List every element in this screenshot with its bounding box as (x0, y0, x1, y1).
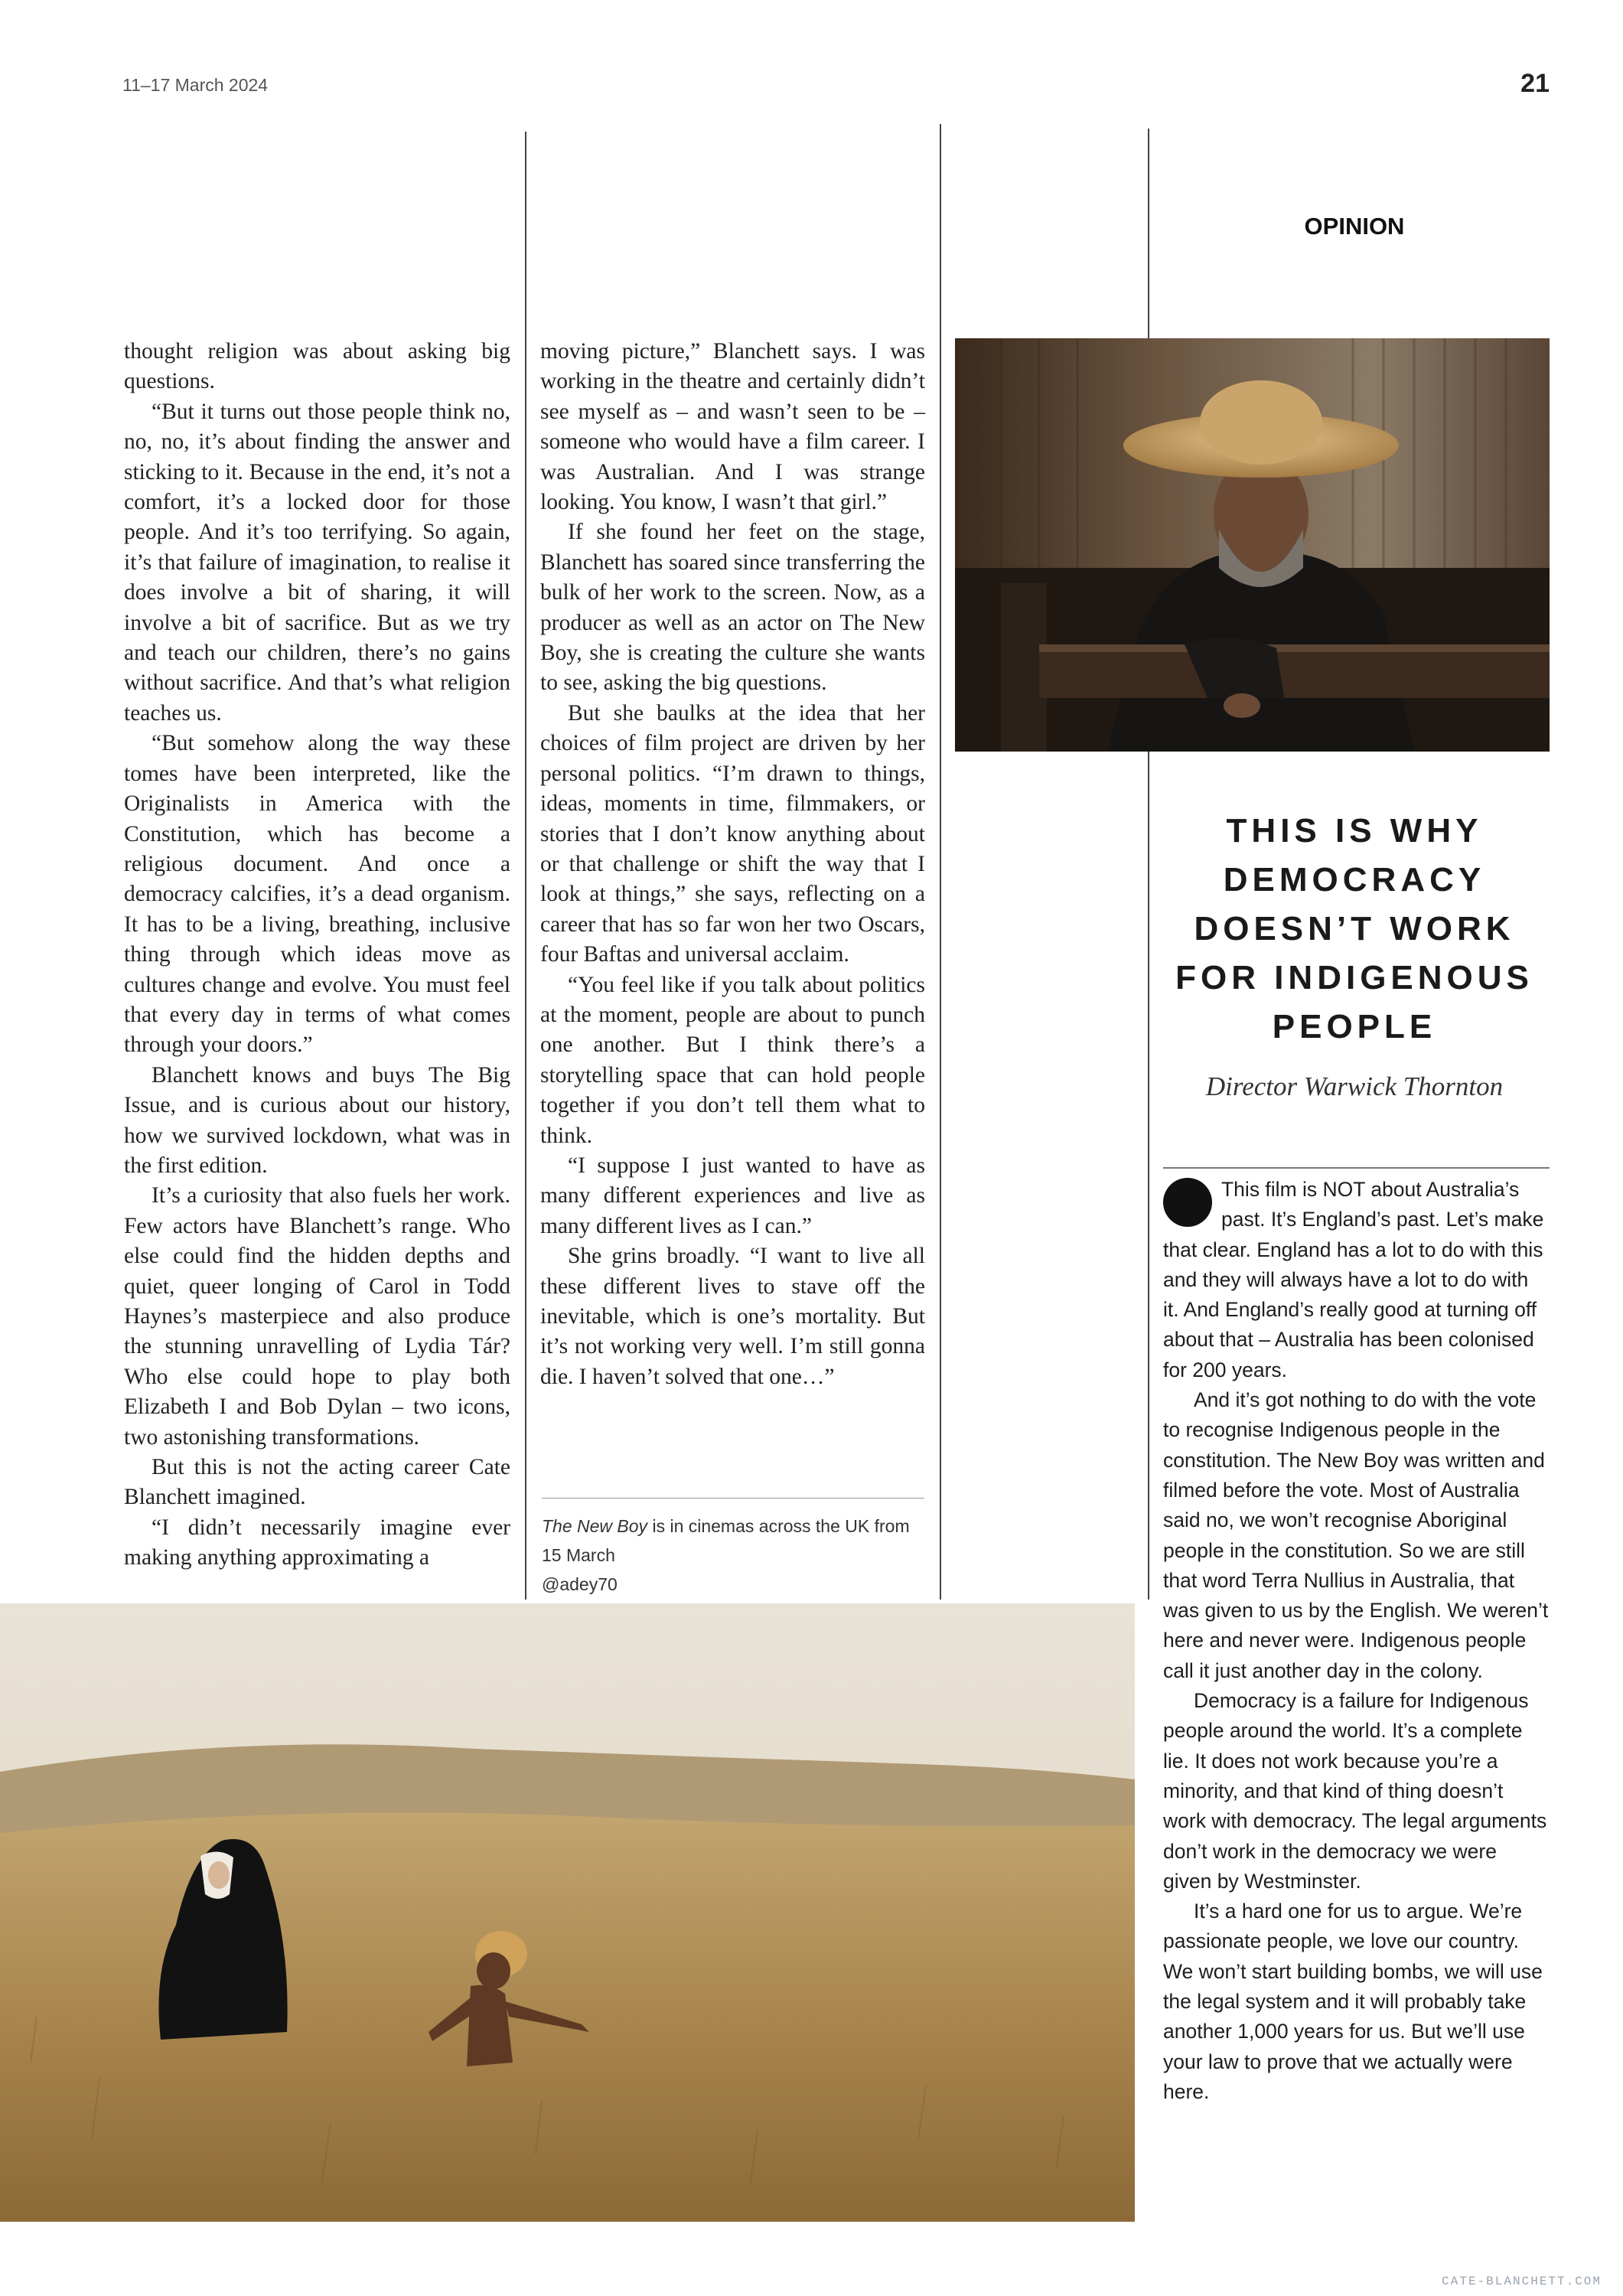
paragraph: And it’s got nothing to do with the vote to recognise Indigenous people in the constitution. The New Boy was written and filmed before the vote. Most of Australia said no, we won’t recognise Aboriginal people in the constitution. So we are still that word Terra Nullius in Australia, that was given to us by the English. We weren’t here and never were. Indigenous people call it just another day in the colony. (1163, 1388, 1549, 1682)
opinion-body (1163, 1175, 1550, 2107)
paragraph: She grins broadly. “I want to live all these different lives to stave off the inevitable, which is one’s mortality. But it’s not working very well. I’m still gonna die. I haven’t solved that one…” (540, 1244, 925, 1389)
watermark: CATE-BLANCHETT.COM (1442, 2275, 1602, 2288)
paragraph (1163, 1175, 1550, 1385)
section-label: OPINION (1304, 213, 1405, 240)
paragraph: It’s a curiosity that also fuels her work. Few actors have Blanchett’s range. Who else could find the hidden depths and quiet, queer longing of Carol in Todd Haynes’s masterpiece and also produce the stunning unravelling of Lydia Tár? Who else could hope to play both Elizabeth I and Bob Dylan – two icons, two astonishing transformations. (124, 1183, 510, 1450)
field-photo (0, 1603, 1135, 2222)
article-column-1 (124, 337, 510, 1574)
paragraph: thought religion was about asking big questions. (124, 339, 510, 394)
author-handle: @adey70 (542, 1574, 618, 1594)
drop-dot-icon (1163, 1178, 1212, 1227)
film-still-image (0, 1603, 1135, 2222)
paragraph: But she baulks at the idea that her choices of film project are driven by her personal politics. “I’m drawn to things, ideas, moments in time, filmmakers, or stories that I don’t know anything about or that challenge or shift the way that I look at things,” she says, reflecting on a career that has so far won her two Oscars, four Baftas and universal acclaim. (540, 700, 925, 967)
sidebar-byline: Director Warwick Thornton (1205, 1071, 1504, 1101)
portrait-photo (955, 338, 1550, 752)
article-column-2 (540, 337, 925, 1392)
caption-rule (542, 1498, 924, 1499)
paragraph: moving picture,” Blanchett says. I was working in the theatre and certainly didn’t see myself as – and wasn’t seen to be – someone who would have a film career. I was Australian. And I was strange looking. You know, I wasn’t that girl.” (540, 339, 925, 515)
paragraph: “But it turns out those people think no, no, no, it’s about finding the answer and sticking to it. Because in the end, it’s not a comfort, it’s a locked door for those people. And it’s too terrifying. So again, it’s that failure of imagination, to realise it does involve a bit of sharing, it will involve a bit of sacrifice. But as we try and teach our children, there’s no gains without sacrifice. And that’s what religion teaches us. (124, 399, 510, 726)
caption-text: is in cinemas across the UK from 15 March (542, 1516, 910, 1565)
paragraph: Democracy is a failure for Indigenous people around the world. It’s a complete lie. It does not work because you’re a minority, and that kind of thing doesn’t work with democracy. The legal arguments don’t work in the democracy we were given by Westminster. (1163, 1689, 1547, 1893)
paragraph: But this is not the acting career Cate Blanchett imagined. (124, 1455, 510, 1510)
paragraph: Blanchett knows and buys The Big Issue, and is curious about our history, how we survived lockdown, what was in the first edition. (124, 1062, 510, 1178)
issue-date: 11–17 March 2024 (122, 75, 269, 95)
paragraph: “I suppose I just wanted to have as many different experiences and live as many different lives as I can.” (540, 1153, 925, 1238)
column-rule-1 (525, 132, 526, 1600)
portrait-image (955, 338, 1550, 752)
film-caption (542, 1512, 928, 1599)
paragraph: “But somehow along the way these tomes have been interpreted, like the Originalists in America with the Constitution, which has become a religious document. And once a democracy calcifies, it’s a dead organism. It has to be a living, breathing, inclusive thing through which ideas move as cultures change and evolve. You must feel that every day in terms of what comes through your doors.” (124, 731, 510, 1058)
page-number: 21 (1520, 69, 1550, 98)
column-rule-2 (940, 124, 941, 1600)
paragraph-text: This film is NOT about Australia’s past. It’s England’s past. Let’s make that clear. England has a lot to do with this and they will always have a lot to do with it. And England’s really good at turning off about that – Australia has been colonised for 200 years. (1163, 1178, 1544, 1381)
paragraph: If she found her feet on the stage, Blanchett has soared since transferring the bulk of her work to the screen. Now, as a producer as well as an actor on The New Boy, she is creating the culture she wants to see, asking the big questions. (540, 520, 925, 696)
paragraph: “You feel like if you talk about politics at the moment, people are about to punch one another. But I think there’s a storytelling space that can hold people together if you don’t tell them what to think. (540, 972, 925, 1148)
sidebar-headline: THIS IS WHY DEMOCRACY DOESN’T WORK FOR INDIGENOUS PEOPLE (1175, 812, 1533, 1045)
paragraph: It’s a hard one for us to argue. We’re passionate people, we love our country. We won’t start building bombs, we will use the legal system and it will probably take another 1,000 years for us. But we’ll use your law to prove that we actually were here. (1163, 1900, 1543, 2103)
paragraph: “I didn’t necessarily imagine ever making anything approximating a (124, 1515, 510, 1570)
sidebar-rule (1163, 1167, 1550, 1169)
film-title: The New Boy (542, 1516, 648, 1536)
